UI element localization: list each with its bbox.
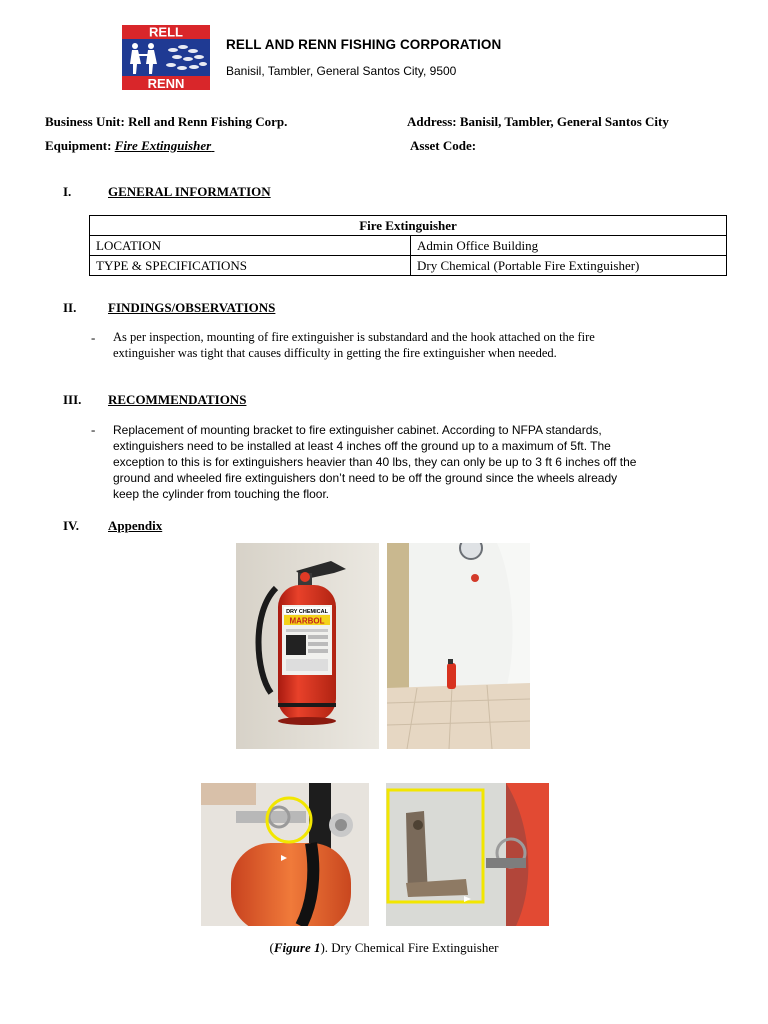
- caption-open: (: [269, 940, 274, 955]
- recommendations-paragraph: [113, 422, 733, 502]
- asset-code-label: Asset Code:: [410, 138, 477, 153]
- general-info-table: [89, 215, 727, 276]
- business-unit-line: [45, 114, 287, 130]
- table-header-cell: Fire Extinguisher: [90, 216, 727, 236]
- section-3-number: III.: [63, 392, 82, 407]
- logo-text-top: RELL: [149, 24, 183, 40]
- section-2-title: FINDINGS/OBSERVATIONS: [108, 300, 276, 315]
- figure-caption: [0, 940, 768, 956]
- section-2-number: II.: [63, 300, 77, 315]
- findings-line: extinguisher was tight that causes difficulty in getting the fire extinguisher when needed.: [113, 345, 557, 360]
- recommendation-line: extinguishers need to be installed at least 4 inches off the ground up to a maximum of 5ft. The: [113, 439, 611, 453]
- table-cell-label: TYPE & SPECIFICATIONS: [90, 256, 411, 276]
- section-4-number: IV.: [63, 518, 80, 533]
- section-1-number: I.: [63, 184, 72, 199]
- recommendations-bullet: -: [91, 422, 96, 437]
- equipment-label: Equipment:: [45, 138, 112, 153]
- section-4-title: Appendix: [108, 518, 163, 533]
- table-cell-value: Dry Chemical (Portable Fire Extinguisher): [411, 256, 727, 276]
- recommendation-line: Replacement of mounting bracket to fire extinguisher cabinet. According to NFPA standards,: [113, 423, 602, 437]
- company-name: RELL AND RENN FISHING CORPORATION: [226, 37, 502, 52]
- table-cell-label: LOCATION: [90, 236, 411, 256]
- table-cell-value: Admin Office Building: [411, 236, 727, 256]
- findings-paragraph: [113, 330, 733, 361]
- business-unit-value: Rell and Renn Fishing Corp.: [128, 114, 288, 129]
- label-dry-chemical: DRY CHEMICAL: [286, 609, 328, 615]
- findings-bullet: -: [91, 330, 96, 345]
- recommendation-line: ground and wheeled fire extinguishers don’t need to be off the ground since the wheels already: [113, 471, 618, 485]
- findings-line: As per inspection, mounting of fire extinguisher is substandard and the hook attached on the fire: [113, 330, 595, 344]
- address-line: [407, 114, 669, 130]
- table-header-row: [90, 216, 727, 236]
- recommendation-line: keep the cylinder from touching the floor.: [113, 487, 330, 501]
- photo-extinguisher-location: [387, 543, 530, 749]
- equipment-value: Fire Extinguisher: [114, 138, 212, 153]
- section-3-title: RECOMMENDATIONS: [108, 392, 247, 407]
- company-logo: [121, 24, 211, 91]
- address-label: Address:: [407, 114, 457, 129]
- photo-hook-closeup: [201, 783, 369, 926]
- table-row: [90, 236, 727, 256]
- equipment-line: [45, 138, 214, 154]
- logo-text-bottom: RENN: [147, 76, 185, 91]
- company-address: Banisil, Tambler, General Santos City, 9500: [226, 64, 457, 78]
- business-unit-label: Business Unit:: [45, 114, 125, 129]
- address-value: Banisil, Tambler, General Santos City: [459, 114, 669, 129]
- table-row: [90, 256, 727, 276]
- section-1-title: GENERAL INFORMATION: [108, 184, 271, 199]
- label-brand: MARBOL: [289, 616, 325, 626]
- caption-text: ). Dry Chemical Fire Extinguisher: [320, 940, 499, 955]
- caption-figure-label: Figure 1: [273, 940, 321, 955]
- photo-extinguisher-closeup: [236, 543, 379, 749]
- photo-bracket-closeup: [386, 783, 549, 926]
- recommendation-line: exception to this is for extinguishers heavier than 40 lbs, they can only be up to 3 ft 6 inches off the: [113, 455, 637, 469]
